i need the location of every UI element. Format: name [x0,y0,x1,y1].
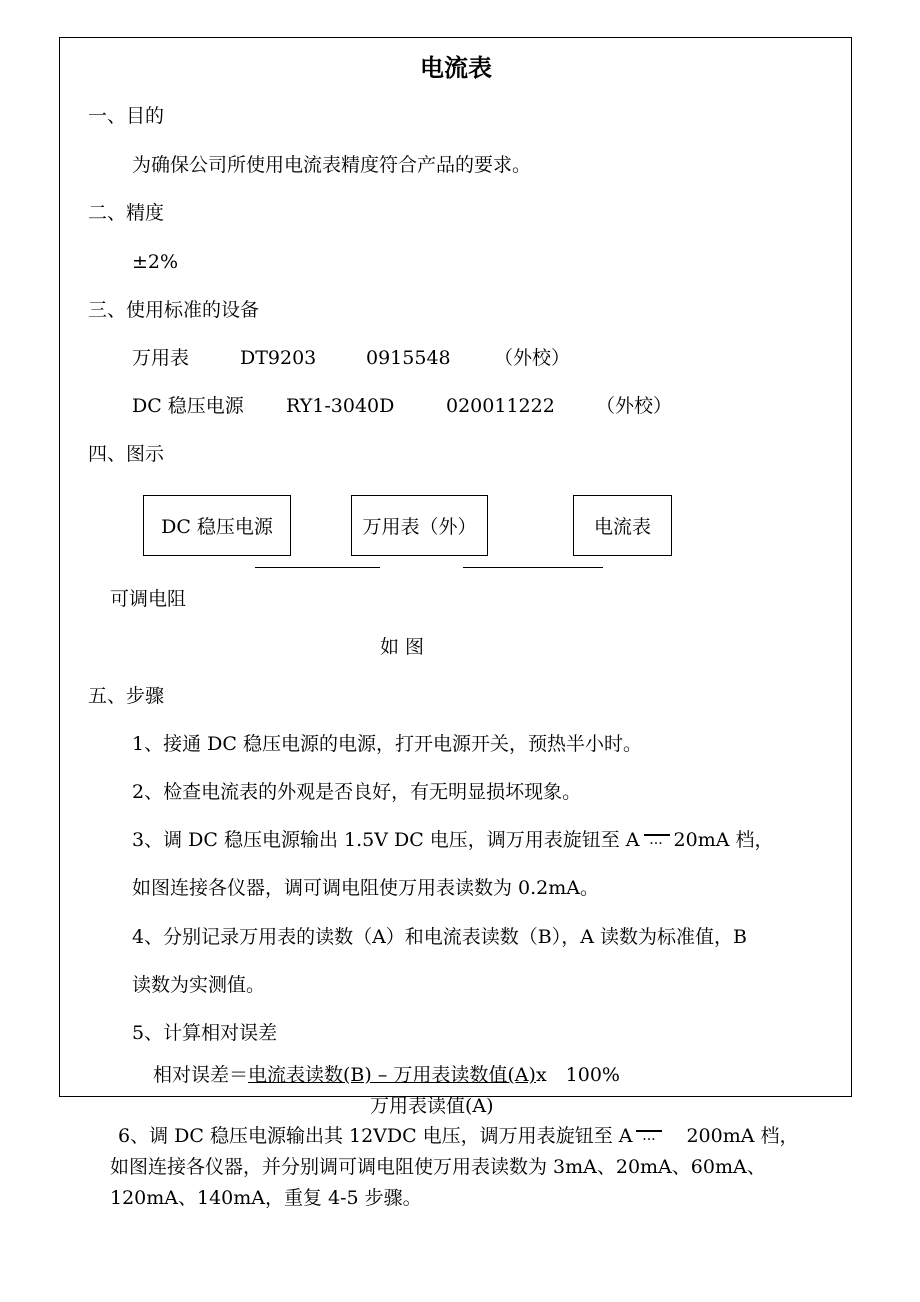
step-2: 2、检查电流表的外观是否良好，有无明显损坏现象。 [132,781,582,803]
section-2-heading: 二、精度 [88,202,165,224]
step-6-text-a: 6、调 DC 稳压电源输出其 12VDC 电压，调万用表旋钮至 A [118,1125,633,1147]
step-6-line-1 [118,1124,799,1148]
dc-symbol-icon: ... [636,1128,662,1144]
step-3-text-b: 20mA 档， [673,829,774,851]
device-2-note: （外校） [596,395,673,417]
diagram-resistor-label: 可调电阻 [110,588,187,610]
diagram-wire-1 [255,567,380,568]
device-1-model: DT9203 [240,347,317,369]
step-6-line-2: 如图连接各仪器，并分别调可调电阻使万用表读数为 3mA、20mA、60mA、 [110,1156,766,1178]
step-3-line-1 [132,828,774,852]
diagram-wire-2 [463,567,603,568]
section-5-heading: 五、步骤 [88,685,165,707]
formula-numerator: 电流表读数(B) – 万用表读数值(A) [248,1064,536,1086]
dc-symbol-icon: ... [644,832,670,848]
formula-denominator: 万用表读值(A) [370,1095,494,1117]
device-1-note: （外校） [494,347,571,369]
device-1-serial: 0915548 [366,347,451,369]
device-2-model: RY1-3040D [286,395,395,417]
section-1-body: 为确保公司所使用电流表精度符合产品的要求。 [132,154,532,176]
formula-prefix: 相对误差＝ [153,1064,249,1086]
section-3-heading: 三、使用标准的设备 [88,299,260,321]
section-1-heading: 一、目的 [88,105,165,127]
step-4-line-1: 4、分别记录万用表的读数（A）和电流表读数（B），A 读数为标准值，B [132,926,747,948]
formula-line [153,1063,620,1087]
device-2-name: DC 稳压电源 [132,395,244,417]
section-4-heading: 四、图示 [88,443,165,465]
section-2-body: ±2% [132,251,179,273]
diagram-power-supply-label: DC 稳压电源 [161,516,273,538]
diagram-ammeter-box [573,495,672,556]
formula-suffix: x 100% [535,1064,620,1086]
step-1: 1、接通 DC 稳压电源的电源，打开电源开关，预热半小时。 [132,733,642,755]
step-6-line-3: 120mA、140mA，重复 4-5 步骤。 [110,1187,422,1209]
diagram-multimeter-box [351,495,488,556]
device-2-serial: 020011222 [446,395,555,417]
diagram-caption: 如 图 [380,636,425,658]
step-5: 5、计算相对误差 [132,1022,278,1044]
step-3-line-2: 如图连接各仪器，调可调电阻使万用表读数为 0.2mA。 [132,877,599,899]
step-3-text-a: 3、调 DC 稳压电源输出 1.5V DC 电压，调万用表旋钮至 A [132,829,640,851]
step-6-text-b: 200mA 档， [686,1125,799,1147]
page-title: 电流表 [420,53,492,82]
device-1-name: 万用表 [132,347,190,369]
step-4-line-2: 读数为实测值。 [132,974,266,996]
diagram-power-supply-box [143,495,291,556]
diagram-multimeter-label: 万用表（外） [362,516,477,538]
diagram-ammeter-label: 电流表 [593,516,651,538]
